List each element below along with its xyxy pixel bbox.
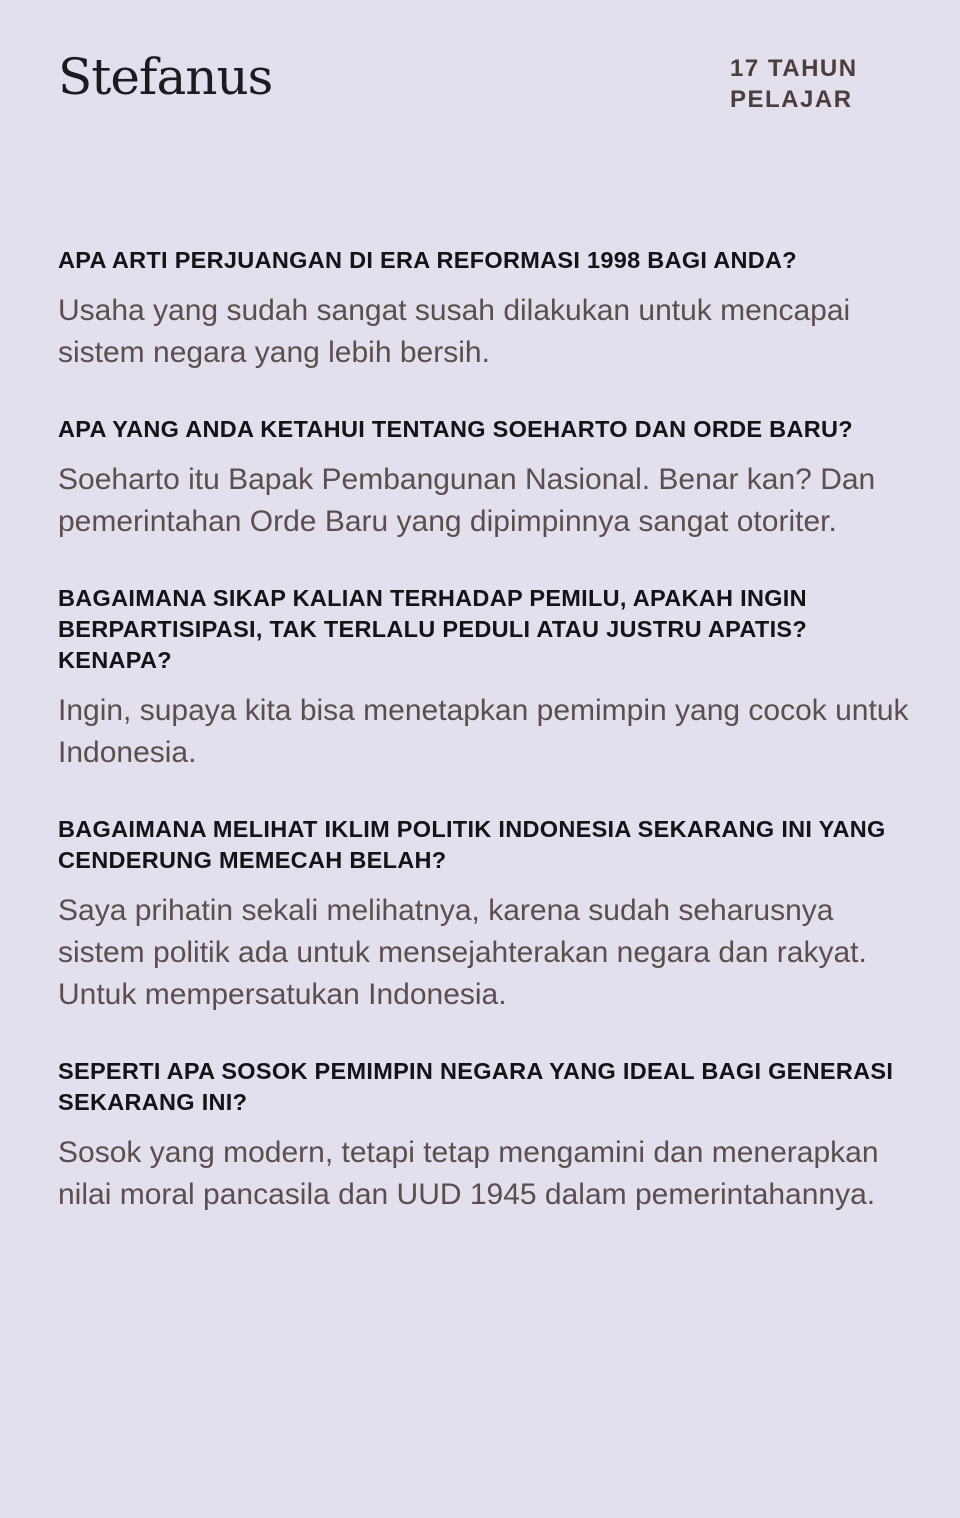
qa-item <box>58 814 918 1016</box>
profile-header <box>0 0 960 200</box>
question-text: APA ARTI PERJUANGAN DI ERA REFORMASI 1998 BAGI ANDA? <box>58 247 797 273</box>
qa-item <box>58 583 918 774</box>
question-text: APA YANG ANDA KETAHUI TENTANG SOEHARTO DAN ORDE BARU? <box>58 416 853 442</box>
answer-text: Sosok yang modern, tetapi tetap mengamini dan menerapkan nilai moral pancasila dan UUD 1945 dalam pemerintahannya. <box>58 1136 879 1211</box>
question-text: BAGAIMANA SIKAP KALIAN TERHADAP PEMILU, APAKAH INGIN BERPARTISIPASI, TAK TERLALU PEDULI ATAU JUSTRU APATIS? KENAPA? <box>58 585 808 673</box>
person-meta <box>730 53 930 115</box>
interview-qa-list <box>58 245 918 1256</box>
qa-item <box>58 245 918 374</box>
qa-item <box>58 1056 918 1216</box>
answer-text: Usaha yang sudah sangat susah dilakukan untuk mencapai sistem negara yang lebih bersih. <box>58 294 851 369</box>
person-age: 17 TAHUN <box>730 55 858 82</box>
qa-item <box>58 414 918 543</box>
person-occupation: PELAJAR <box>730 86 853 113</box>
answer-text: Ingin, supaya kita bisa menetapkan pemimpin yang cocok untuk Indonesia. <box>58 694 909 769</box>
question-text: BAGAIMANA MELIHAT IKLIM POLITIK INDONESIA SEKARANG INI YANG CENDERUNG MEMECAH BELAH? <box>58 816 886 873</box>
answer-text: Saya prihatin sekali melihatnya, karena sudah seharusnya sistem politik ada untuk mensejahterakan negara dan rakyat. Untuk mempersatukan Indonesia. <box>58 894 867 1011</box>
question-text: SEPERTI APA SOSOK PEMIMPIN NEGARA YANG IDEAL BAGI GENERASI SEKARANG INI? <box>58 1058 894 1115</box>
answer-text: Soeharto itu Bapak Pembangunan Nasional. Benar kan? Dan pemerintahan Orde Baru yang dipimpinnya sangat otoriter. <box>58 463 876 538</box>
person-name: Stefanus <box>58 48 273 106</box>
